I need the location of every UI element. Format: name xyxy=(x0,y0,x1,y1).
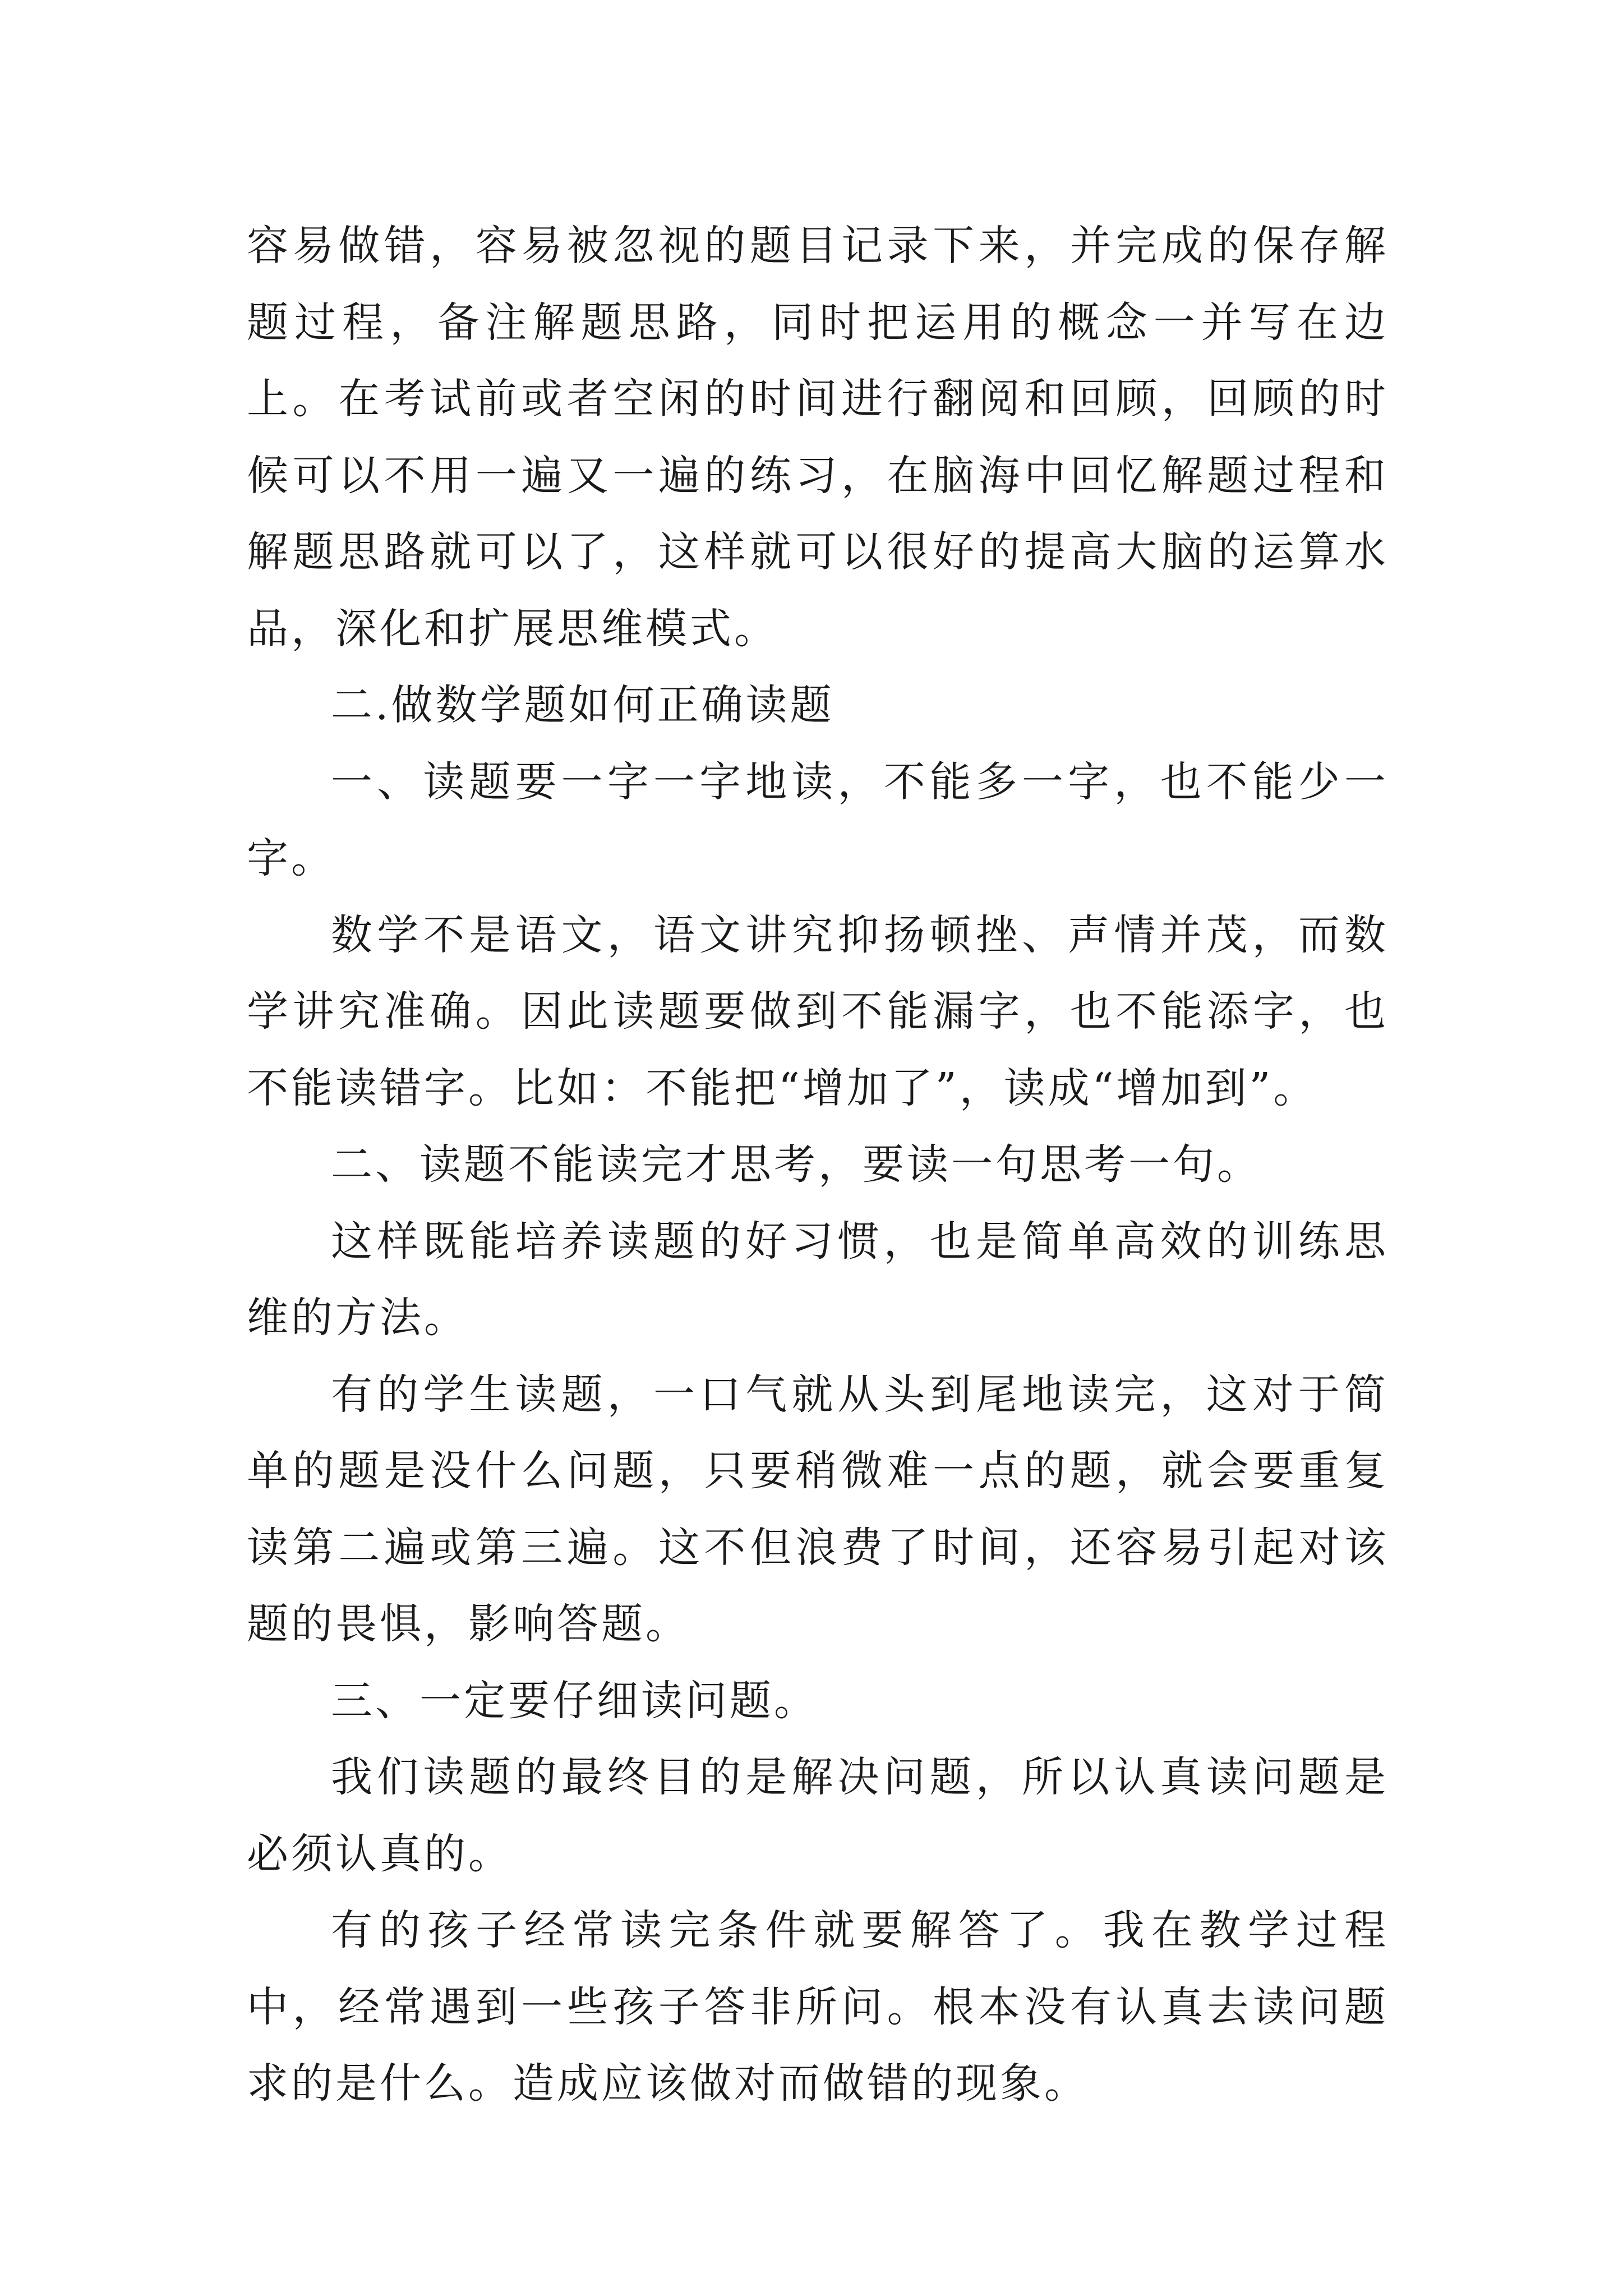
point-two-heading: 二、读题不能读完才思考，要读一句思考一句。 xyxy=(331,1140,1261,1189)
point-three-body-b: 有的孩子经常读完条件就要解答了。我在教学过程中，经常遇到一些孩子答非所问。根本没有认真去读问题求的是什么。造成应该做对而做错的现象。 xyxy=(247,1906,1389,2108)
point-one-heading: 一、读题要一字一字地读，不能多一字，也不能少一字。 xyxy=(247,757,1389,882)
point-three-heading: 三、一定要仔细读问题。 xyxy=(331,1676,818,1725)
point-one-body: 数学不是语文，语文讲究抑扬顿挫、声情并茂，而数学讲究准确。因此读题要做到不能漏字，也不能添字，也不能读错字。比如：不能把“增加了”，读成“增加到”。 xyxy=(247,910,1389,1112)
section-heading-reading-questions: 二.做数学题如何正确读题 xyxy=(331,681,834,729)
point-two-body-a: 这样既能培养读题的好习惯，也是简单高效的训练思维的方法。 xyxy=(247,1217,1389,1342)
point-two-body-b: 有的学生读题，一口气就从头到尾地读完，这对于简单的题是没什么问题，只要稍微难一点的题，就会要重复读第二遍或第三遍。这不但浪费了时间，还容易引起对该题的畏惧，影响答题。 xyxy=(247,1370,1389,1648)
paragraph-continuation: 容易做错，容易被忽视的题目记录下来，并完成的保存解题过程，备注解题思路，同时把运用的概念一并写在边上。在考试前或者空闲的时间进行翻阅和回顾，回顾的时候可以不用一遍又一遍的练习，在脑海中回忆解题过程和解题思路就可以了，这样就可以很好的提高大脑的运算水品，深化和扩展思维模式。 xyxy=(247,222,1389,653)
document-body xyxy=(247,208,1389,2122)
point-three-body-a: 我们读题的最终目的是解决问题，所以认真读问题是必须认真的。 xyxy=(247,1753,1389,1878)
